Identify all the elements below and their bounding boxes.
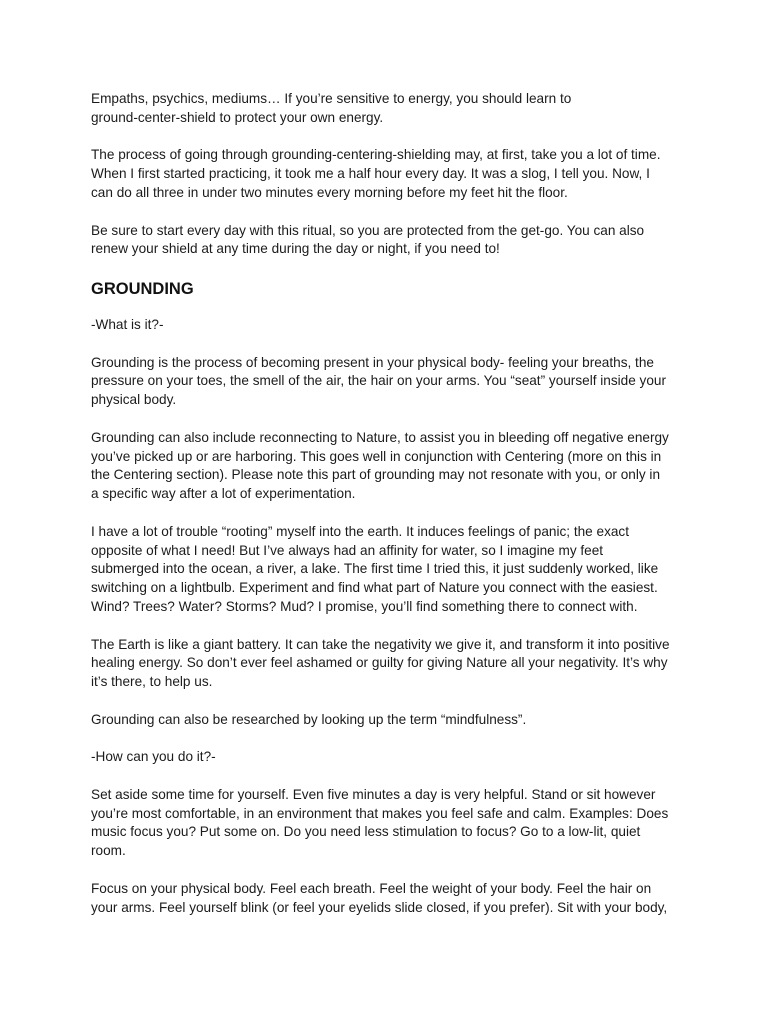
grounding-paragraph-1: Grounding is the process of becoming present in your physical body- feeling your breaths, the pressure on your toes, the smell of the air, the hair on your arms. You “seat” yourself inside your physical body. [91,354,667,408]
intro-paragraph-2: The process of going through grounding-centering-shielding may, at first, take you a lot of time. When I first started practicing, it took me a half hour every day. It was a slog, I tell you. Now, I can do all three in under two minutes every morning before my feet hit the floor. [91,147,661,200]
how-can-you-do-it-label: -How can you do it?- [91,749,216,765]
grounding-paragraph-2: Grounding can also include reconnecting to Nature, to assist you in bleeding off negative energy you’ve picked up or are harboring. This goes well in conjunction with Centering (more on this in the Centering section). Please note this part of grounding may not resonate with you, or only in a specific way after a lot of experimentation. [91,429,669,502]
document-body [91,90,681,936]
grounding-paragraph-5: Grounding can also be researched by looking up the term “mindfulness”. [91,711,527,727]
grounding-paragraph-3: I have a lot of trouble “rooting” myself into the earth. It induces feelings of panic; the exact opposite of what I need! But I’ve always had an affinity for water, so I imagine my feet submerged into the ocean, a river, a lake. The first time I tried this, it just suddenly worked, like switching on a lightbulb. Experiment and find what part of Nature you connect with the easiest. Wind? Trees? Water? Storms? Mud? I promise, you’ll find something there to connect with. [91,523,659,614]
intro-paragraph-3: Be sure to start every day with this ritual, so you are protected from the get-go. You can also renew your shield at any time during the day or night, if you need to! [91,222,645,257]
intro-paragraph-1: Empaths, psychics, mediums… If you’re sensitive to energy, you should learn to ground-center-shield to protect your own energy. [91,91,572,125]
how-paragraph-1: Set aside some time for yourself. Even five minutes a day is very helpful. Stand or sit however you’re most comfortable, in an environment that makes you feel safe and calm. Examples: Does music focus you? Put some on. Do you need less stimulation to focus? Go to a low-lit, quiet room. [91,786,669,859]
how-paragraph-2: Focus on your physical body. Feel each breath. Feel the weight of your body. Feel the hair on your arms. Feel yourself blink (or feel your eyelids slide closed, if you prefer). Sit with your body, [91,880,668,915]
grounding-heading: GROUNDING [91,279,194,298]
what-is-it-label: -What is it?- [91,316,164,332]
grounding-paragraph-4: The Earth is like a giant battery. It can take the negativity we give it, and transform it into positive healing energy. So don’t ever feel ashamed or guilty for giving Nature all your negativity. It’s why it’s there, to help us. [91,636,670,690]
